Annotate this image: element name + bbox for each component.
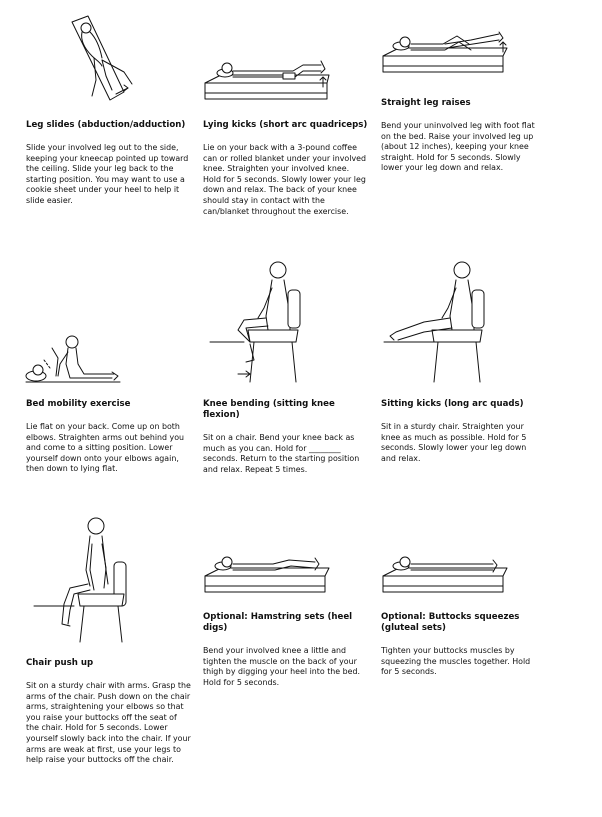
exercise-title: Lying kicks (short arc quadriceps)	[203, 120, 368, 130]
exercise-title: Chair push up	[26, 658, 94, 668]
sitting-kicks-illustration	[384, 256, 504, 386]
exercise-title: Optional: Buttocks squeezes (gluteal sets)	[381, 612, 520, 633]
exercise-instructions: Sit on a sturdy chair with arms. Grasp the arms of the chair. Push down on the chair arms, straightening your elbows so that you raise your buttocks off the seat of the chair. Hold for 5 seconds. Lower yourself slowly back into the chair. If your arms are weak at first, use your legs to help raise your buttocks off the chair.	[26, 681, 191, 765]
exercise-title: Knee bending (sitting knee flexion)	[203, 399, 335, 420]
exercise-title: Straight leg raises	[381, 98, 471, 108]
straight-leg-raises-illustration	[381, 30, 509, 80]
exercise-chair-push-up	[26, 658, 192, 766]
exercise-buttocks-squeezes	[381, 612, 541, 678]
exercise-instructions: Bend your uninvolved leg with foot flat on the bed. Raise your involved leg up (about 12 inches), keeping your knee straight. Hold for 5 seconds. Slowly lower your leg down and relax.	[381, 121, 535, 173]
knee-bending-illustration	[210, 256, 310, 386]
exercise-bed-mobility	[26, 399, 194, 475]
exercise-straight-leg-raises	[381, 98, 541, 174]
leg-slides-illustration	[66, 14, 146, 104]
exercise-instructions: Lie on your back with a 3-pound coffee can or rolled blanket under your involved knee. Straighten your involved knee. Hold for 5 seconds. Slowly lower your leg down and relax. The back of your knee should stay in contact with the can/blanket throughout the exercise.	[203, 143, 366, 216]
exercise-knee-bending	[203, 399, 363, 475]
exercise-instructions: Sit in a sturdy chair. Straighten your knee as much as possible. Hold for 5 seconds. Slowly lower your leg down and relax.	[381, 422, 527, 463]
exercise-hamstring-sets	[203, 612, 363, 688]
lying-kicks-illustration	[203, 55, 331, 105]
exercise-title: Bed mobility exercise	[26, 399, 131, 409]
hamstring-sets-illustration	[203, 550, 331, 600]
exercise-instructions: Slide your involved leg out to the side, keeping your kneecap pointed up toward the ceiling. Slide your leg back to the starting position. You may want to use a cookie sheet under your heel to help it slide easier.	[26, 143, 189, 205]
exercise-title: Leg slides (abduction/adduction)	[26, 120, 186, 130]
exercise-instructions: Lie flat on your back. Come up on both elbows. Straighten arms out behind you and come to a sitting position. Lower yourself down onto your elbows again, then down to lying flat.	[26, 422, 185, 474]
bed-mobility-illustration	[24, 330, 124, 388]
exercise-title: Sitting kicks (long arc quads)	[381, 399, 524, 409]
chair-push-up-illustration	[34, 514, 134, 646]
exercise-leg-slides	[26, 120, 194, 207]
buttocks-squeezes-illustration	[381, 550, 509, 600]
exercise-instructions: Bend your involved knee a little and tighten the muscle on the back of your thigh by digging your heel into the bed. Hold for 5 seconds.	[203, 646, 361, 687]
exercise-lying-kicks	[203, 120, 369, 217]
exercise-title: Optional: Hamstring sets (heel digs)	[203, 612, 353, 633]
exercise-sitting-kicks	[381, 399, 541, 464]
exercise-instructions: Sit on a chair. Bend your knee back as much as you can. Hold for ________ seconds. Return to the starting position and relax. Repeat 5 times.	[203, 433, 360, 474]
exercise-instructions: Tighten your buttocks muscles by squeezing the muscles together. Hold for 5 seconds.	[381, 646, 531, 677]
